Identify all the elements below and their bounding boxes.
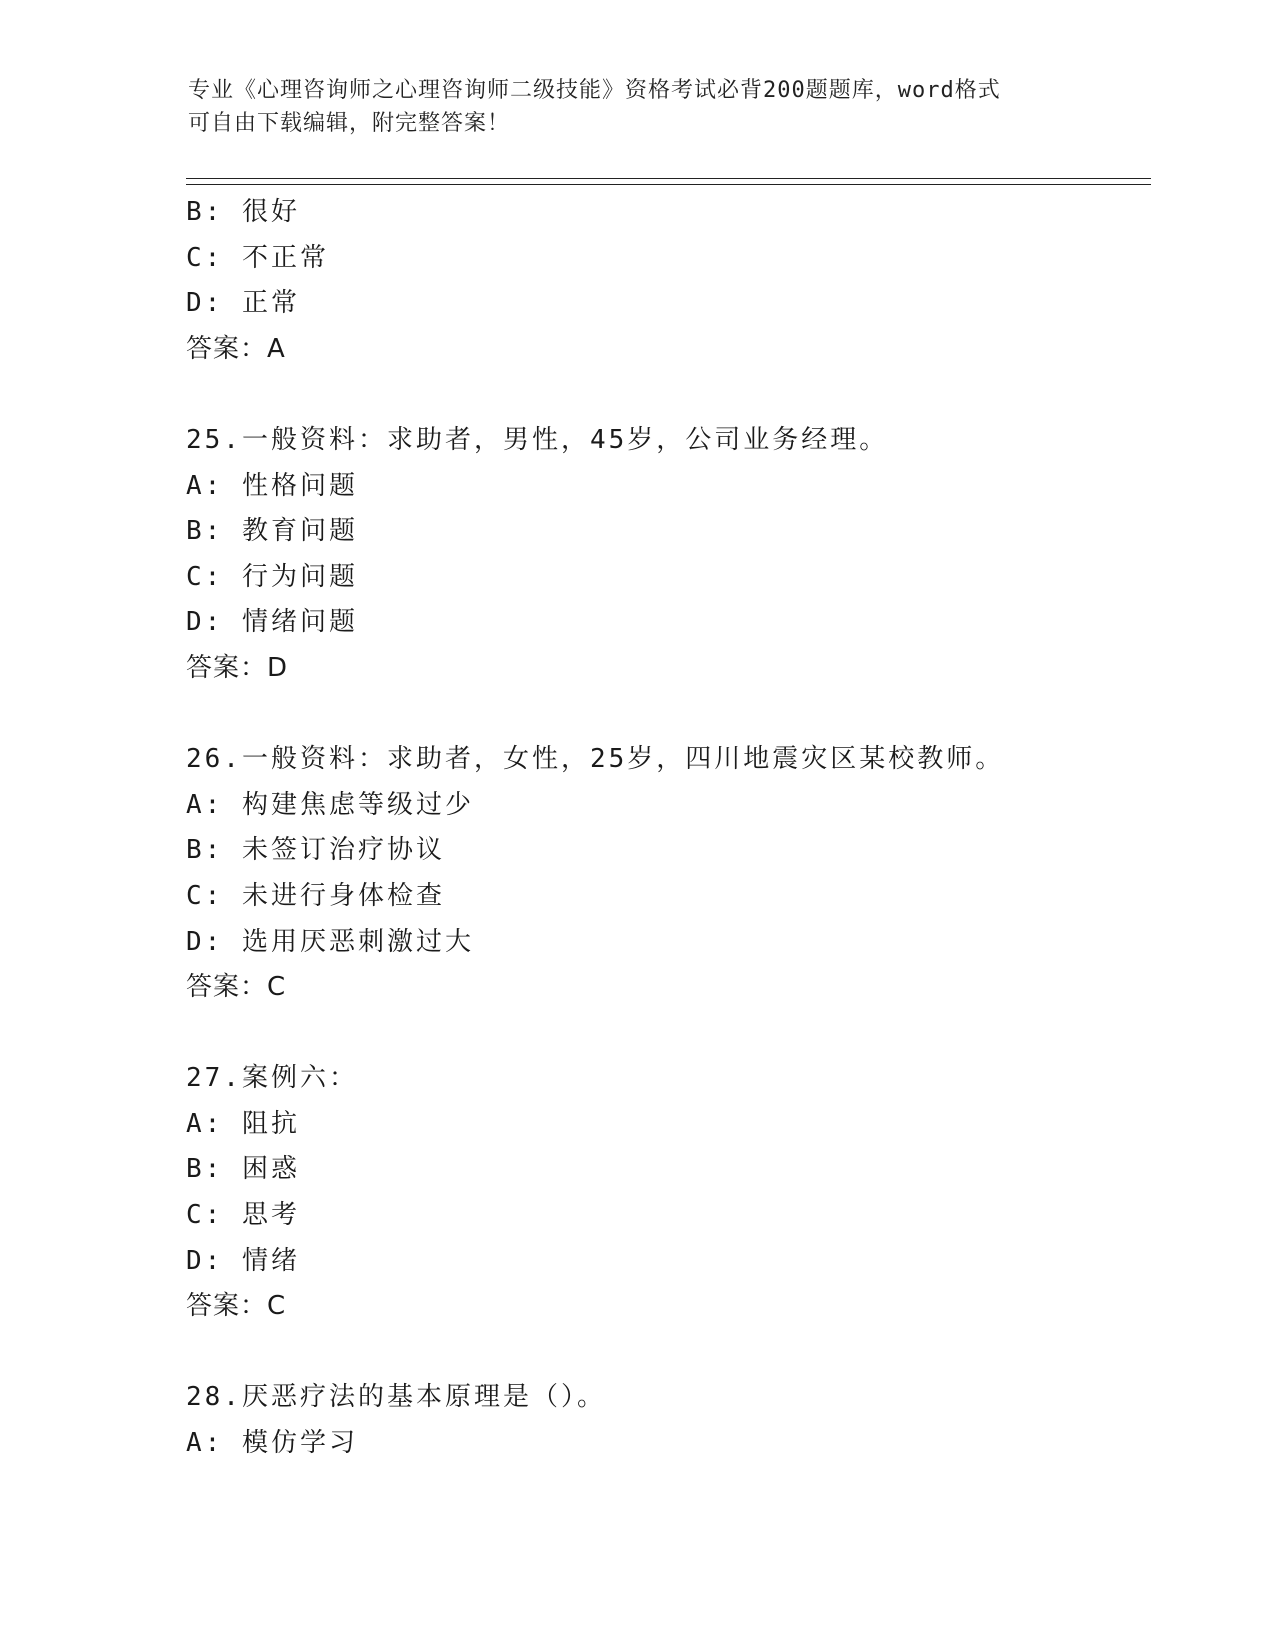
- option-c: C: 行为问题: [186, 561, 358, 592]
- header-rule-bottom: [186, 184, 1151, 185]
- option-a: A: 构建焦虑等级过少: [186, 789, 474, 820]
- answer: 答案：C: [186, 1291, 287, 1322]
- option-d: D: 正常: [186, 288, 300, 319]
- option-c: C: 不正常: [186, 242, 329, 273]
- question-stem: 25.一般资料：求助者，男性，45岁，公司业务经理。: [186, 424, 889, 455]
- question-28: [186, 1375, 1146, 1466]
- option-d: D: 情绪: [186, 1245, 300, 1276]
- option-d: D: 情绪问题: [186, 607, 358, 638]
- answer: 答案：C: [186, 972, 287, 1003]
- option-b: B: 教育问题: [186, 516, 358, 547]
- header-line-1: 专业《心理咨询师之心理咨询师二级技能》资格考试必背200题题库，word格式: [188, 78, 1001, 103]
- option-c: C: 未进行身体检查: [186, 880, 445, 911]
- question-list: [186, 190, 1146, 1467]
- header-line-2: 可自由下载编辑，附完整答案！: [188, 111, 511, 136]
- answer: 答案：A: [186, 333, 286, 364]
- question-25: [186, 418, 1146, 692]
- question-26: [186, 737, 1146, 1011]
- option-d: D: 选用厌恶刺激过大: [186, 926, 474, 957]
- option-b: B: 困惑: [186, 1154, 300, 1185]
- option-a: A: 模仿学习: [186, 1428, 358, 1459]
- question-stem: 28.厌恶疗法的基本原理是（）。: [186, 1382, 606, 1413]
- option-a: A: 阻抗: [186, 1108, 300, 1139]
- option-a: A: 性格问题: [186, 470, 358, 501]
- question-27: [186, 1056, 1146, 1330]
- document-header: [188, 74, 1088, 140]
- question-stem: 26.一般资料：求助者，女性，25岁，四川地震灾区某校教师。: [186, 744, 1005, 775]
- question-stem: 27.案例六：: [186, 1063, 358, 1094]
- header-rule-top: [186, 178, 1151, 179]
- option-c: C: 思考: [186, 1200, 300, 1231]
- option-b: B: 很好: [186, 197, 300, 227]
- question-24-continued: [186, 190, 1146, 372]
- option-b: B: 未签订治疗协议: [186, 835, 445, 866]
- answer: 答案：D: [186, 652, 289, 683]
